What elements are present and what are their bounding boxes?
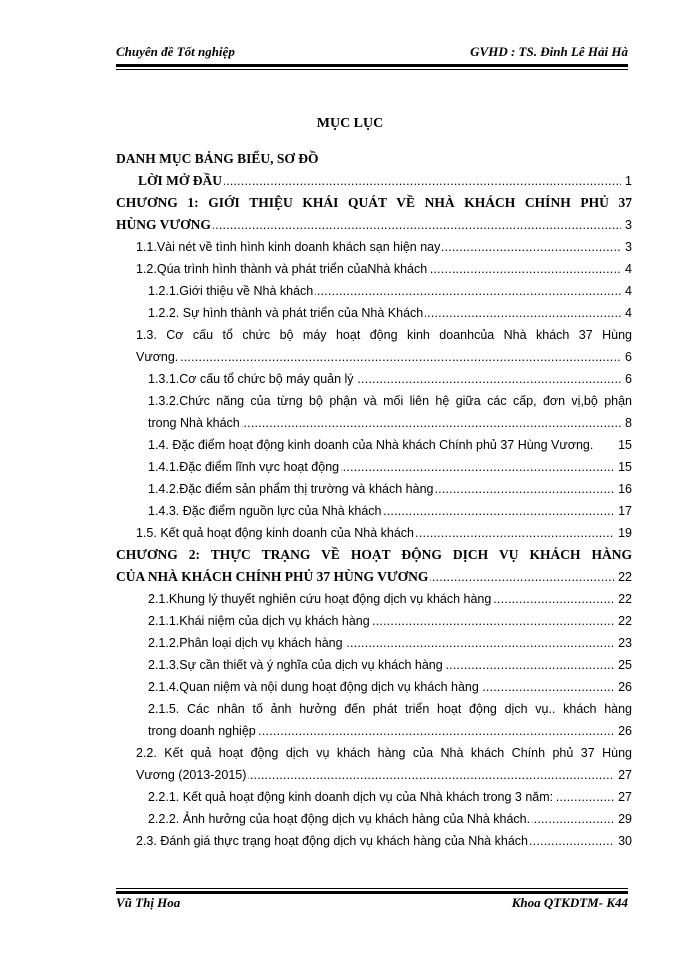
toc-entry-title: LỜI MỞ ĐẦU — [138, 170, 224, 192]
footer-rule — [116, 888, 628, 894]
toc-entry-title: 1.2.Qúa trình hình thành và phát triển củaNhà khách — [136, 258, 429, 280]
toc-entry — [116, 192, 632, 214]
toc-entry-title: 1.1.Vài nét về tình hình kinh doanh khách sạn hiện nay — [136, 236, 442, 258]
toc-entry-title: 1.2.1.Giới thiệu về Nhà khách — [148, 280, 315, 302]
toc-entry — [116, 720, 632, 742]
toc-page-number: 4 — [621, 280, 632, 302]
toc-entry-title: 2.1.4.Quan niệm và nội dung hoạt động dịch vụ khách hàng — [148, 676, 481, 698]
toc-entry — [116, 324, 632, 346]
header-rule — [116, 64, 628, 70]
toc-entry — [116, 346, 632, 368]
toc-entry-title: 1.2.2. Sự hình thành và phát triển của Nhà Khách — [148, 302, 425, 324]
toc-page-number: 8 — [621, 412, 632, 434]
toc-entry — [116, 478, 632, 500]
toc-entry — [116, 214, 632, 236]
toc-entry — [116, 390, 632, 412]
toc-page-number: 27 — [614, 764, 632, 786]
toc-page-number: 17 — [614, 500, 632, 522]
toc-entry-title: 1.4.3. Đặc điểm nguồn lực của Nhà khách — [148, 500, 384, 522]
toc-entry — [116, 236, 632, 258]
footer-right: Khoa QTKDTM- K44 — [511, 895, 628, 910]
toc-entry — [116, 280, 632, 302]
toc-entry-title: HÙNG VƯƠNG — [116, 214, 213, 236]
toc-entry — [116, 258, 632, 280]
toc-entry-title: 2.2.1. Kết quả hoạt động kinh doanh dịch vụ của Nhà khách trong 3 năm: — [148, 786, 555, 808]
toc-page-number: 23 — [614, 632, 632, 654]
header-right: GVHD : TS. Đinh Lê Hải Hà — [470, 44, 628, 59]
toc-entry — [116, 412, 632, 434]
toc-page-number: 15 — [614, 434, 632, 456]
toc-entry — [116, 632, 632, 654]
toc-entry-title: Vương. — [136, 346, 180, 368]
toc-entry-title: 2.1.1.Khái niệm của dịch vụ khách hàng — [148, 610, 372, 632]
page-title: MỤC LỤC — [316, 116, 384, 131]
toc-page-number: 22 — [614, 610, 632, 632]
toc-entry-title: trong Nhà khách — [148, 412, 242, 434]
toc-page-number: 4 — [621, 258, 632, 280]
toc-page-number: 22 — [614, 588, 632, 610]
toc-entry — [116, 522, 632, 544]
toc-entry-title: 1.4. Đặc điểm hoạt động kinh doanh của Nhà khách Chính phủ 37 Hùng Vương. — [148, 434, 595, 456]
toc-entry — [116, 566, 632, 588]
toc-page-number: 3 — [621, 236, 632, 258]
toc-entry-title: CỦA NHÀ KHÁCH CHÍNH PHỦ 37 HÙNG VƯƠNG — [116, 566, 430, 588]
toc-entry-title: 2.1.3.Sự cần thiết và ý nghĩa của dịch vụ khách hàng — [148, 654, 445, 676]
toc-entry — [116, 654, 632, 676]
toc-entry — [116, 302, 632, 324]
toc-page-number: 25 — [614, 654, 632, 676]
toc-entry — [116, 368, 632, 390]
toc-entry — [116, 742, 632, 764]
toc-page-number: 3 — [621, 214, 632, 236]
toc-page-number: 19 — [614, 522, 632, 544]
toc-entry — [116, 544, 632, 566]
toc-page-number: 22 — [614, 566, 632, 588]
toc-entry — [116, 698, 632, 720]
toc-entry-title: 2.2.2. Ảnh hưởng của hoạt động dịch vụ khách hàng của Nhà khách. — [148, 808, 532, 830]
toc-entry-title: Vương (2013-2015) — [136, 764, 248, 786]
toc-entry — [116, 610, 632, 632]
toc-entry-title: 2.1.5. Các nhân tố ảnh hưởng đến phát triển hoạt động dịch vụ.. khách hàng — [148, 698, 632, 720]
toc-entry-title: 1.3. Cơ cấu tổ chức bộ máy hoạt động kinh doanhcủa Nhà khách 37 Hùng — [136, 324, 632, 346]
toc-entry-title: 1.4.2.Đặc điểm sản phẩm thị trường và khách hàng — [148, 478, 435, 500]
toc-page-number: 27 — [614, 786, 632, 808]
toc-entry-title: 2.1.Khung lý thuyết nghiên cứu hoạt động dịch vụ khách hàng — [148, 588, 493, 610]
toc-page-number: 15 — [614, 456, 632, 478]
toc-entry-title: trong doanh nghiệp — [148, 720, 258, 742]
toc-page-number: 1 — [621, 170, 632, 192]
page-header — [116, 44, 628, 64]
toc-page-number: 30 — [614, 830, 632, 852]
toc-page-number: 6 — [621, 368, 632, 390]
toc-entry — [116, 830, 632, 852]
toc-entry-title: 1.3.2.Chức năng của từng bộ phận và mối liên hệ giữa các cấp, đơn vị,bộ phận — [148, 390, 632, 412]
table-of-contents — [116, 148, 632, 852]
toc-entry-title: 2.1.2.Phân loại dịch vụ khách hàng — [148, 632, 345, 654]
toc-dot-leader — [136, 346, 632, 368]
page-footer — [116, 895, 628, 915]
toc-entry — [116, 500, 632, 522]
toc-entry-title: CHƯƠNG 2: THỰC TRẠNG VỀ HOẠT ĐỘNG DỊCH VỤ KHÁCH HÀNG — [116, 544, 632, 566]
toc-entry — [116, 764, 632, 786]
toc-page-number: 6 — [621, 346, 632, 368]
toc-page-number: 4 — [621, 302, 632, 324]
header-left: Chuyên đề Tốt nghiệp — [116, 44, 235, 59]
toc-page-number: 26 — [614, 676, 632, 698]
toc-entry — [116, 588, 632, 610]
toc-entry — [116, 786, 632, 808]
toc-entry-title: CHƯƠNG 1: GIỚI THIỆU KHÁI QUÁT VỀ NHÀ KHÁCH CHÍNH PHỦ 37 — [116, 192, 632, 214]
toc-entry-title: 2.3. Đánh giá thực trạng hoạt động dịch vụ khách hàng của Nhà khách — [136, 830, 530, 852]
toc-page-number: 16 — [614, 478, 632, 500]
toc-entry — [116, 456, 632, 478]
toc-entry-title: 2.2. Kết quả hoạt động dịch vụ khách hàng của Nhà khách Chính phủ 37 Hùng — [136, 742, 632, 764]
toc-entry — [116, 808, 632, 830]
toc-entry-title: 1.4.1.Đặc điểm lĩnh vực hoạt động — [148, 456, 341, 478]
toc-entry — [116, 170, 632, 192]
toc-entry-title: 1.3.1.Cơ cấu tổ chức bộ máy quản lý — [148, 368, 356, 390]
footer-left: Vũ Thị Hoa — [116, 895, 181, 910]
toc-entry — [116, 676, 632, 698]
toc-entry — [116, 434, 632, 456]
toc-page-number: 29 — [614, 808, 632, 830]
toc-entry — [116, 148, 632, 170]
toc-entry-title: DANH MỤC BẢNG BIỂU, SƠ ĐỒ — [116, 148, 321, 170]
toc-entry-title: 1.5. Kết quả hoạt động kinh doanh của Nhà khách — [136, 522, 416, 544]
toc-page-number: 26 — [614, 720, 632, 742]
